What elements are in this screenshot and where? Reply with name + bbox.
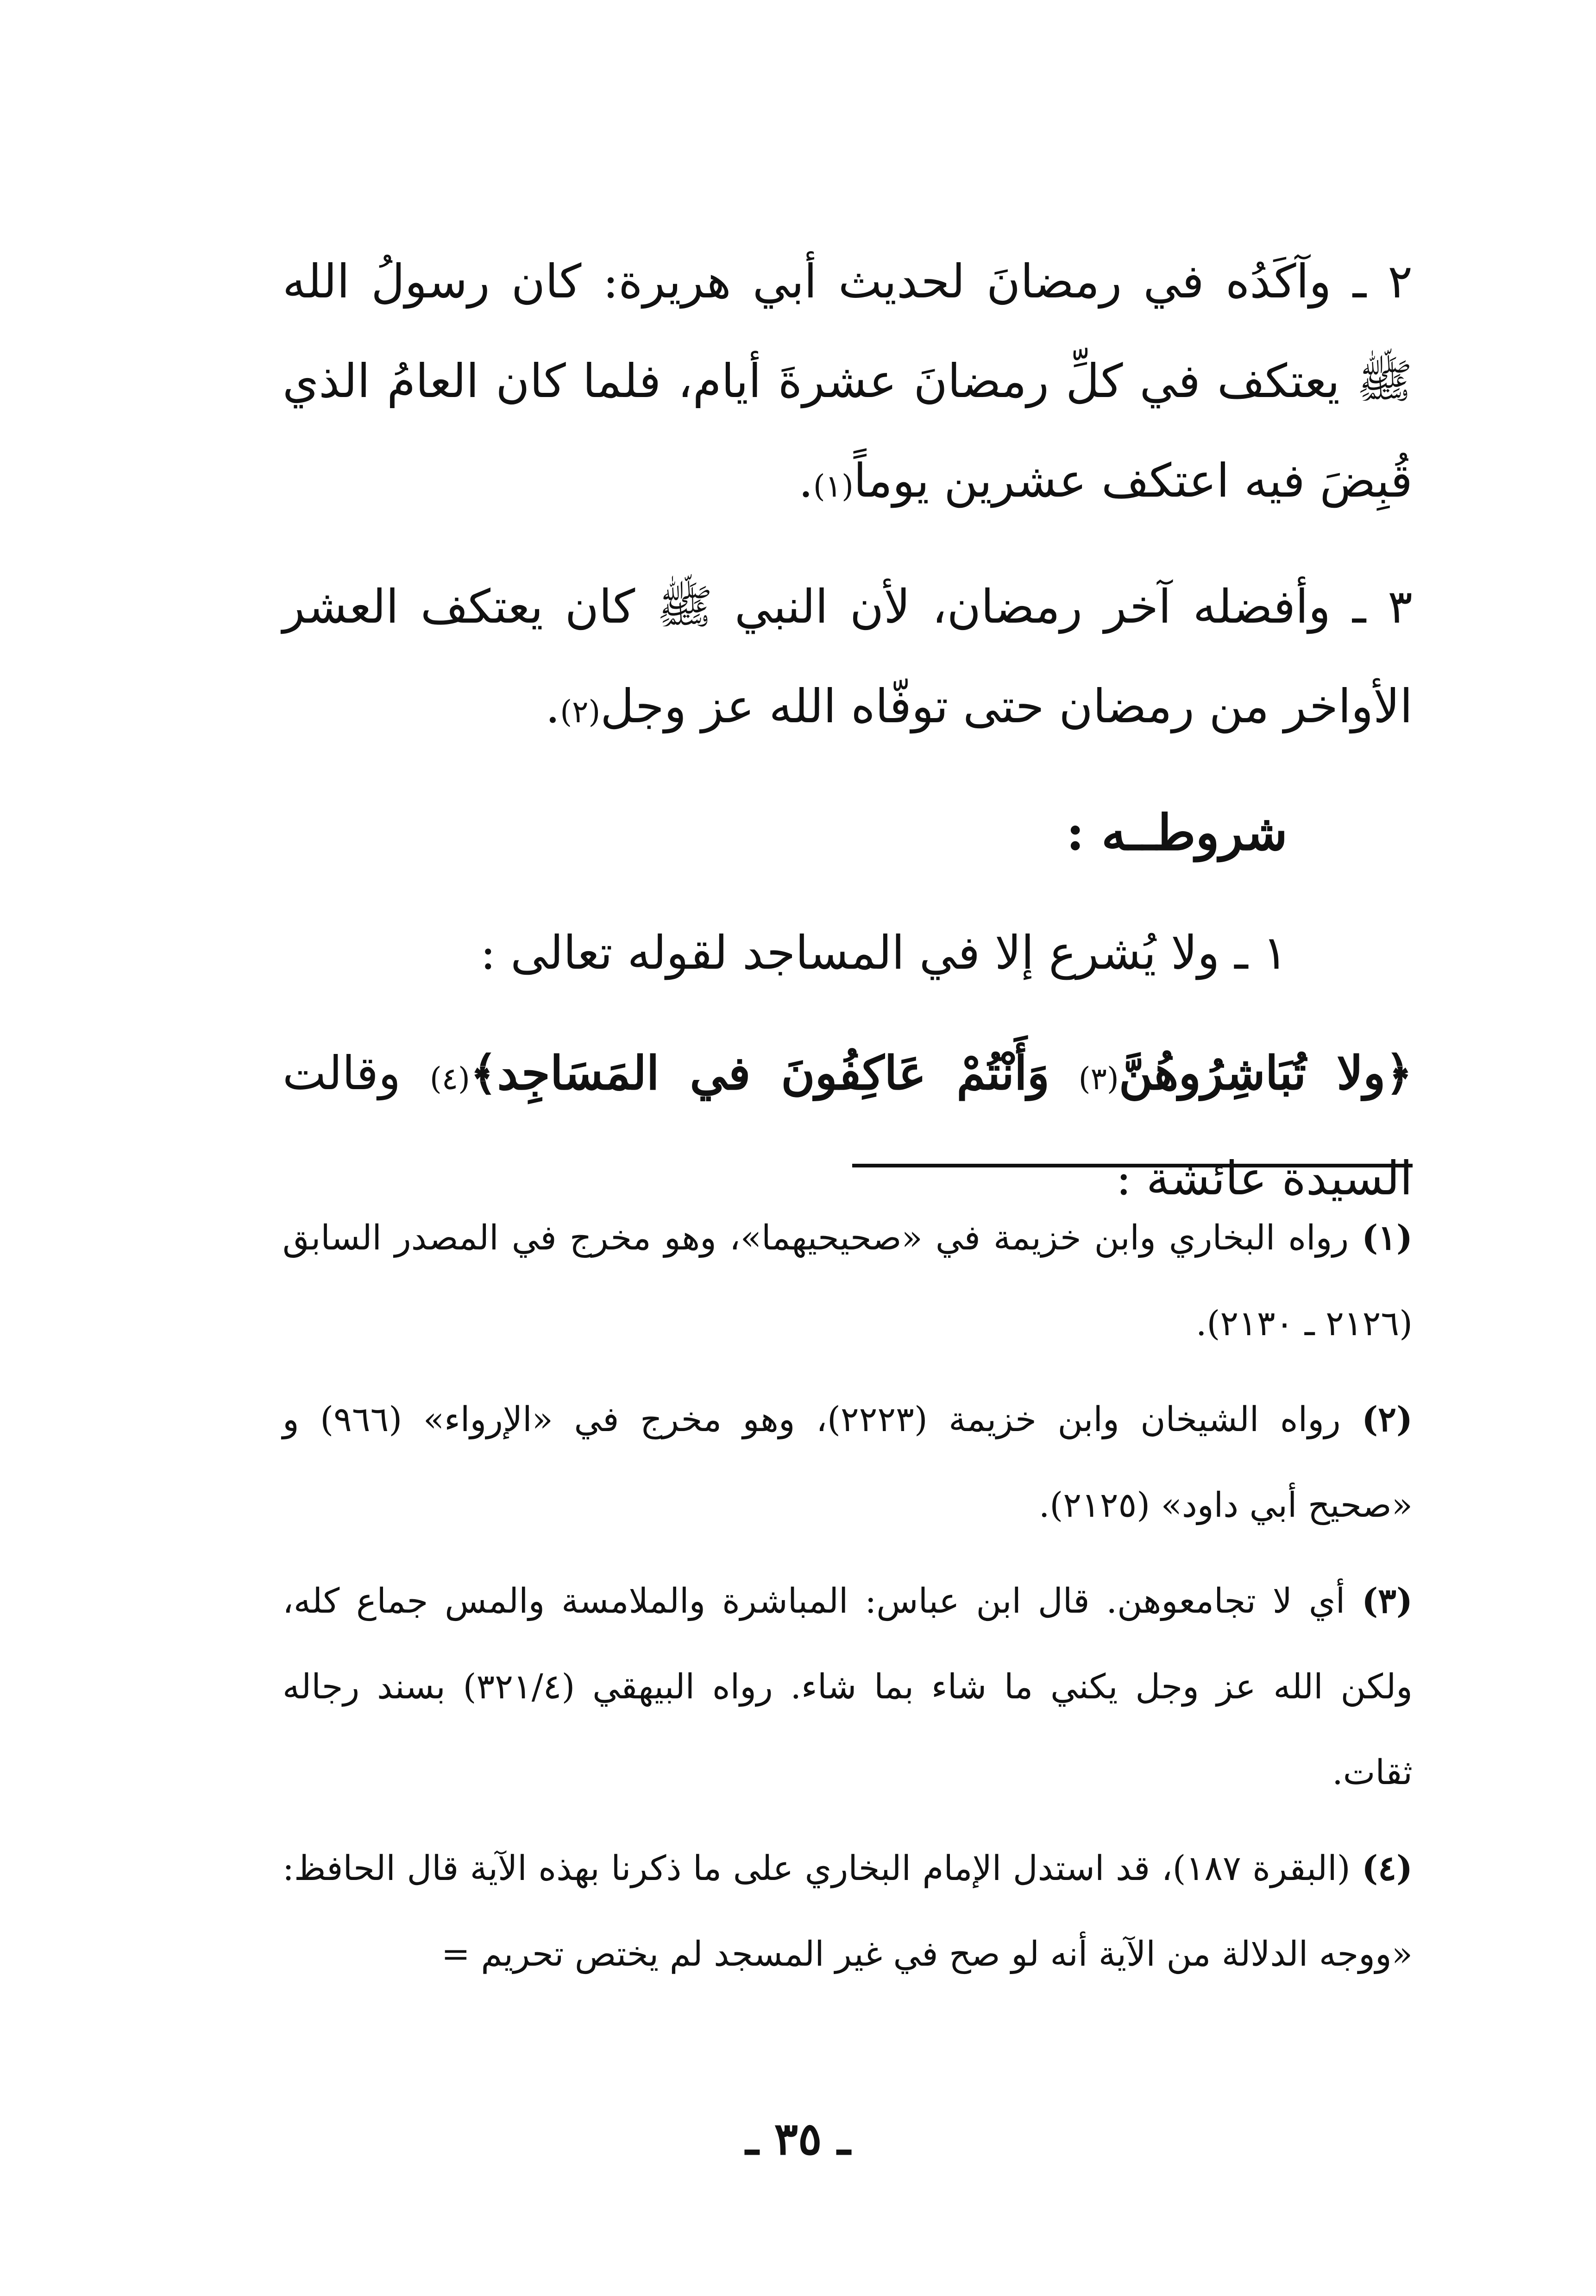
paragraph-2: ٢ ـ وآكَدُه في رمضانَ لحديث أبي هريرة: كان رسولُ الله ﷺ يعتكف في كلِّ رمضانَ عشرةَ أيام، فلما كان العامُ الذي قُبِضَ فيه اعتكف عشرين يوماً(١). bbox=[283, 254, 1413, 508]
paragraph-3: ٣ ـ وأفضله آخر رمضان، لأن النبي ﷺ كان يعتكف العشر الأواخر من رمضان حتى توفّاه الله عز وجل(٢). bbox=[283, 580, 1413, 733]
verse-tail: وقالت السيدة عائشة : bbox=[283, 1046, 1413, 1205]
footnote-ref-2: (٢) bbox=[560, 694, 601, 730]
condition-1: ١ ـ ولا يُشرع إلا في المساجد لقوله تعالى : bbox=[480, 926, 1288, 980]
footnote-3: (٣) أي لا تجامعوهن. قال ابن عباس: المباشرة والملامسة والمس جماع كله، ولكن الله عز وجل يكني ما شاء بما شاء. رواه البيهقي (٣٢١/٤) بسند رجاله ثقات. bbox=[283, 1581, 1413, 1792]
section-heading: شروطــه : bbox=[1066, 803, 1288, 861]
footnote-1: (١) رواه البخاري وابن خزيمة في «صحيحيهما»، وهو مخرج في المصدر السابق (٢١٢٦ ـ ٢١٣٠). bbox=[283, 1218, 1413, 1344]
footnote-ref-3: (٣) bbox=[1078, 1061, 1119, 1097]
footnote-ref-1: (١) bbox=[813, 468, 854, 504]
main-text bbox=[283, 232, 1413, 1249]
page-number: ـ ٣٥ ـ bbox=[745, 2113, 851, 2165]
footnote-2: (٢) رواه الشيخان وابن خزيمة (٢٢٢٣)، وهو مخرج في «الإرواء» (٩٦٦) و «صحيح أبي داود» (٢١٢٥). bbox=[283, 1400, 1413, 1525]
footnotes bbox=[283, 1195, 1413, 2007]
verse-part-1: ﴿ولا تُبَاشِرُوهُنَّ bbox=[1118, 1046, 1413, 1100]
footnote-ref-4: (٤) bbox=[429, 1061, 470, 1097]
footnote-divider bbox=[852, 1164, 1413, 1167]
verse-part-2: وَأَنْتُمْ عَاكِفُونَ في المَسَاجِد﴾ bbox=[470, 1046, 1050, 1100]
footnote-4: (٤) (البقرة ١٨٧)، قد استدل الإمام البخاري على ما ذكرنا بهذه الآية قال الحافظ: «ووجه الدلالة من الآية أنه لو صح في غير المسجد لم يختص تحريم = bbox=[283, 1848, 1413, 1974]
